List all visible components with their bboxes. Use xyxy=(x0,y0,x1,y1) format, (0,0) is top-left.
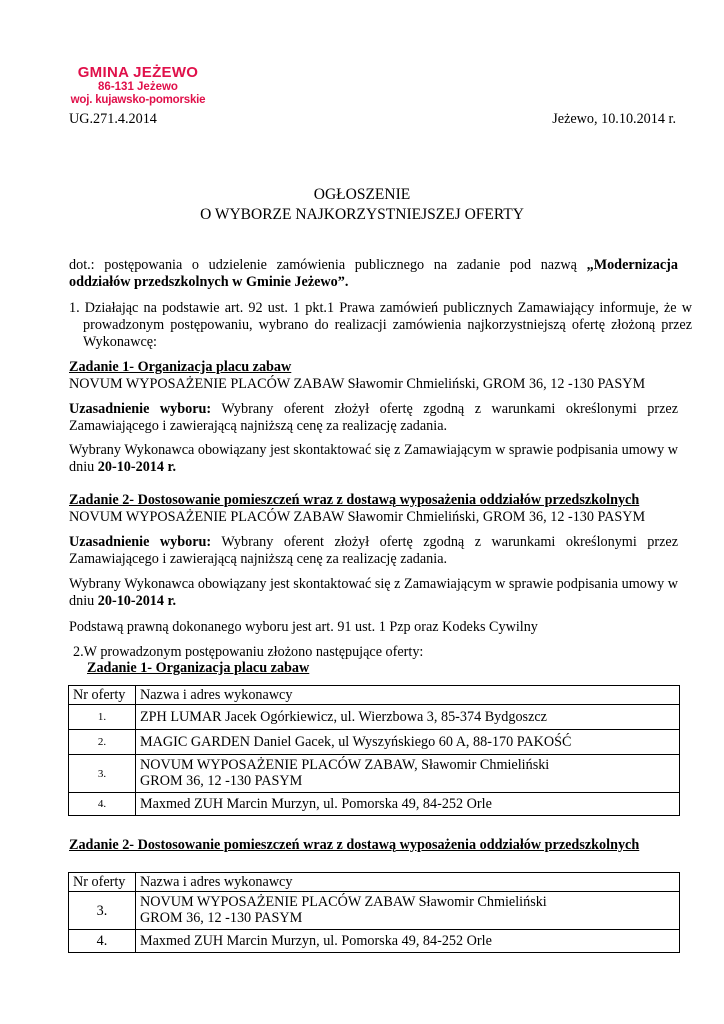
intro-text: dot.: postępowania o udzielenie zamówienia publicznego na zadanie pod nazwą xyxy=(69,257,587,273)
table-header-row xyxy=(69,686,680,705)
stamp-line-3: woj. kujawsko-pomorskie xyxy=(70,94,206,106)
contractor-name: ZPH LUMAR Jacek Ogórkiewicz, ul. Wierzbowa 3, 85-374 Bydgoszcz xyxy=(136,705,680,730)
section-2-task-2-heading: Zadanie 2- Dostosowanie pomieszczeń wraz z dostawą wyposażenia oddziałów przedszkolnych xyxy=(69,837,640,853)
column-header-name: Nazwa i adres wykonawcy xyxy=(136,873,680,892)
table-row xyxy=(69,793,680,816)
legal-basis: Podstawą prawną dokonanego wyboru jest art. 91 ust. 1 Pzp oraz Kodeks Cywilny xyxy=(69,619,538,635)
section-2-text: 2.W prowadzonym postępowaniu złożono następujące oferty: xyxy=(73,644,424,660)
offer-number: 4. xyxy=(69,793,136,816)
task-2-contact: Wybrany Wykonawca obowiązany jest skontaktować się z Zamawiającym w sprawie podpisania umowy w dniu 20-10-2014 r. xyxy=(69,576,678,609)
column-header-name: Nazwa i adres wykonawcy xyxy=(136,686,680,705)
contractor-name: MAGIC GARDEN Daniel Gacek, ul Wyszyńskiego 60 A, 88-170 PAKOŚĆ xyxy=(136,730,680,755)
task-1-contact: Wybrany Wykonawca obowiązany jest skontaktować się z Zamawiającym w sprawie podpisania umowy w dniu 20-10-2014 r. xyxy=(69,442,678,475)
reference-number: UG.271.4.2014 xyxy=(69,111,157,127)
municipality-stamp xyxy=(68,64,208,107)
offer-number: 4. xyxy=(69,930,136,953)
offers-table-task-2 xyxy=(68,872,680,953)
table-row xyxy=(69,705,680,730)
justification-label: Uzasadnienie wyboru: xyxy=(69,534,212,550)
place-and-date: Jeżewo, 10.10.2014 r. xyxy=(552,111,676,127)
table-row xyxy=(69,755,680,793)
table-row xyxy=(69,730,680,755)
table-row xyxy=(69,930,680,953)
column-header-nr: Nr oferty xyxy=(69,686,136,705)
column-header-nr: Nr oferty xyxy=(69,873,136,892)
offers-table-task-1 xyxy=(68,685,680,816)
justification-label: Uzasadnienie wyboru: xyxy=(69,401,212,417)
title-line-2: O WYBORZE NAJKORZYSTNIEJSZEJ OFERTY xyxy=(200,206,524,223)
offer-number: 3. xyxy=(69,755,136,793)
intro-paragraph xyxy=(69,257,678,291)
table-header-row xyxy=(69,873,680,892)
task-2-heading: Zadanie 2- Dostosowanie pomieszczeń wraz z dostawą wyposażenia oddziałów przedszkolnych xyxy=(69,492,640,508)
contractor-name: Maxmed ZUH Marcin Murzyn, ul. Pomorska 49, 84-252 Orle xyxy=(136,930,680,953)
section-1-paragraph: 1. Działając na podstawie art. 92 ust. 1 pkt.1 Prawa zamówień publicznych Zamawiający informuje, że w prowadzonym postępowaniu, wybrano do realizacji zamówienia najkorzystniejszą ofertę złożoną przez Wykonawcę: xyxy=(69,300,692,350)
stamp-line-1: GMINA JEŻEWO xyxy=(77,64,199,81)
section-2-task-1-heading: Zadanie 1- Organizacja placu zabaw xyxy=(87,660,310,676)
contractor-name: NOVUM WYPOSAŻENIE PLACÓW ZABAW, Sławomir Chmieliński GROM 36, 12 -130 PASYM xyxy=(136,755,680,793)
task-2-justification: Uzasadnienie wyboru: Wybrany oferent złożył ofertę zgodną z warunkami określonymi przez Zamawiającego i zawierającą najniższą cenę za realizację zadania. xyxy=(69,534,678,567)
signing-date: 20-10-2014 r. xyxy=(97,593,177,609)
contract-name: „Modernizacja oddziałów przedszkolnych w Gminie Jeżewo”. xyxy=(69,257,678,290)
offer-number: 2. xyxy=(69,730,136,755)
table-row xyxy=(69,892,680,930)
title-line-1: OGŁOSZENIE xyxy=(313,186,411,203)
task-1-winner: NOVUM WYPOSAŻENIE PLACÓW ZABAW Sławomir Chmieliński, GROM 36, 12 -130 PASYM xyxy=(69,376,646,392)
task-1-heading: Zadanie 1- Organizacja placu zabaw xyxy=(69,359,292,375)
document-title xyxy=(0,185,724,225)
task-2-winner: NOVUM WYPOSAŻENIE PLACÓW ZABAW Sławomir Chmieliński, GROM 36, 12 -130 PASYM xyxy=(69,509,646,525)
offer-number: 1. xyxy=(69,705,136,730)
offer-number: 3. xyxy=(69,892,136,930)
contractor-name: Maxmed ZUH Marcin Murzyn, ul. Pomorska 49, 84-252 Orle xyxy=(136,793,680,816)
stamp-line-2: 86-131 Jeżewo xyxy=(98,81,178,93)
signing-date: 20-10-2014 r. xyxy=(97,459,177,475)
contractor-name: NOVUM WYPOSAŻENIE PLACÓW ZABAW Sławomir Chmieliński GROM 36, 12 -130 PASYM xyxy=(136,892,680,930)
task-1-justification: Uzasadnienie wyboru: Wybrany oferent złożył ofertę zgodną z warunkami określonymi przez Zamawiającego i zawierającą najniższą cenę za realizację zadania. xyxy=(69,401,678,434)
